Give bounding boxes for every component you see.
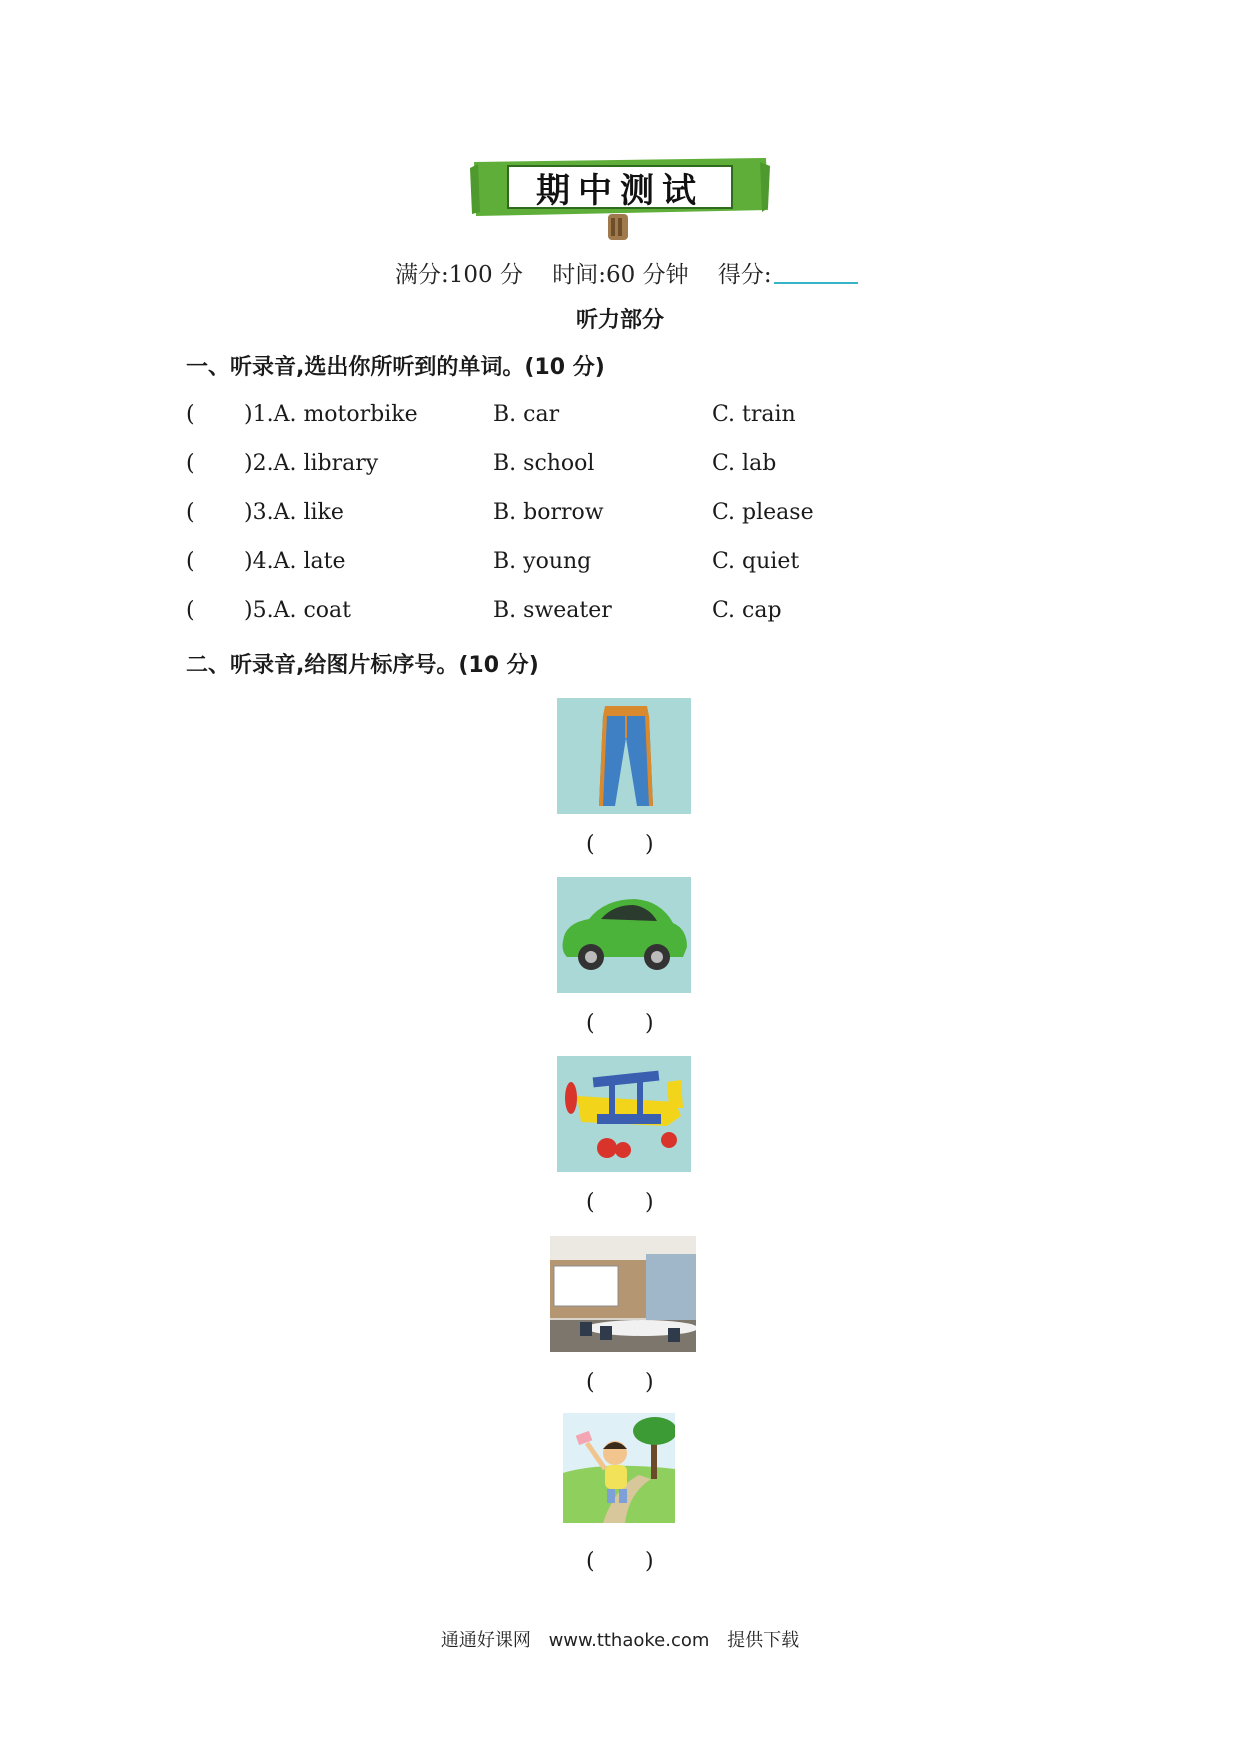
left-paren: (	[586, 1370, 595, 1395]
meeting-room-icon	[550, 1236, 696, 1352]
option-a: )3.A. like	[244, 500, 344, 525]
option-a: )2.A. library	[244, 451, 379, 476]
right-paren: )	[645, 832, 654, 857]
title-banner	[468, 154, 772, 222]
trousers-picture	[557, 698, 691, 814]
score-label: 得分:	[717, 262, 772, 288]
question-row	[186, 598, 886, 638]
toy-plane-picture	[557, 1056, 691, 1172]
section2-heading: 二、听录音,给图片标序号。(10 分)	[186, 653, 539, 678]
answer-paren[interactable]: (	[186, 451, 195, 476]
question-row	[186, 500, 886, 540]
option-c: C. please	[712, 500, 814, 525]
car-icon	[557, 877, 691, 993]
question-row	[186, 549, 886, 589]
option-b: B. borrow	[493, 500, 604, 525]
answer-paren[interactable]: (	[186, 598, 195, 623]
left-paren: (	[586, 1011, 595, 1036]
car-picture	[557, 877, 691, 993]
score-info	[395, 256, 880, 289]
score-blank[interactable]	[774, 281, 858, 284]
boy-park-picture	[563, 1413, 675, 1523]
answer-paren[interactable]: (	[186, 549, 195, 574]
option-a: )4.A. late	[244, 549, 346, 574]
option-a: )5.A. coat	[244, 598, 351, 623]
trousers-icon	[557, 698, 691, 814]
footer-url[interactable]: www.tthaoke.com	[548, 1630, 710, 1651]
time-limit: 时间:60 分钟	[552, 262, 689, 288]
answer-paren[interactable]: (	[186, 500, 195, 525]
meeting-room-picture	[550, 1236, 696, 1352]
boy-park-icon	[563, 1413, 675, 1523]
footer-suffix: 提供下载	[727, 1630, 800, 1651]
option-b: B. sweater	[493, 598, 612, 623]
answer-paren[interactable]: (	[186, 402, 195, 427]
option-c: C. quiet	[712, 549, 800, 574]
right-paren: )	[645, 1549, 654, 1574]
option-c: C. cap	[712, 598, 782, 623]
right-paren: )	[645, 1370, 654, 1395]
left-paren: (	[586, 1549, 595, 1574]
section1-heading: 一、听录音,选出你所听到的单词。(10 分)	[186, 355, 605, 380]
option-c: C. lab	[712, 451, 777, 476]
part-heading: 听力部分	[575, 308, 664, 333]
page-title: 期中测试	[536, 170, 704, 211]
left-paren: (	[586, 832, 595, 857]
option-b: B. young	[493, 549, 592, 574]
option-a: )1.A. motorbike	[244, 402, 418, 427]
right-paren: )	[645, 1190, 654, 1215]
full-marks: 满分:100 分	[395, 262, 523, 288]
option-b: B. school	[493, 451, 595, 476]
question-row	[186, 451, 886, 491]
question-row	[186, 402, 886, 442]
left-paren: (	[586, 1190, 595, 1215]
option-b: B. car	[493, 402, 560, 427]
footer	[0, 1626, 1240, 1652]
footer-site-name: 通通好课网	[440, 1630, 531, 1651]
right-paren: )	[645, 1011, 654, 1036]
option-c: C. train	[712, 402, 796, 427]
toy-plane-icon	[557, 1056, 691, 1172]
